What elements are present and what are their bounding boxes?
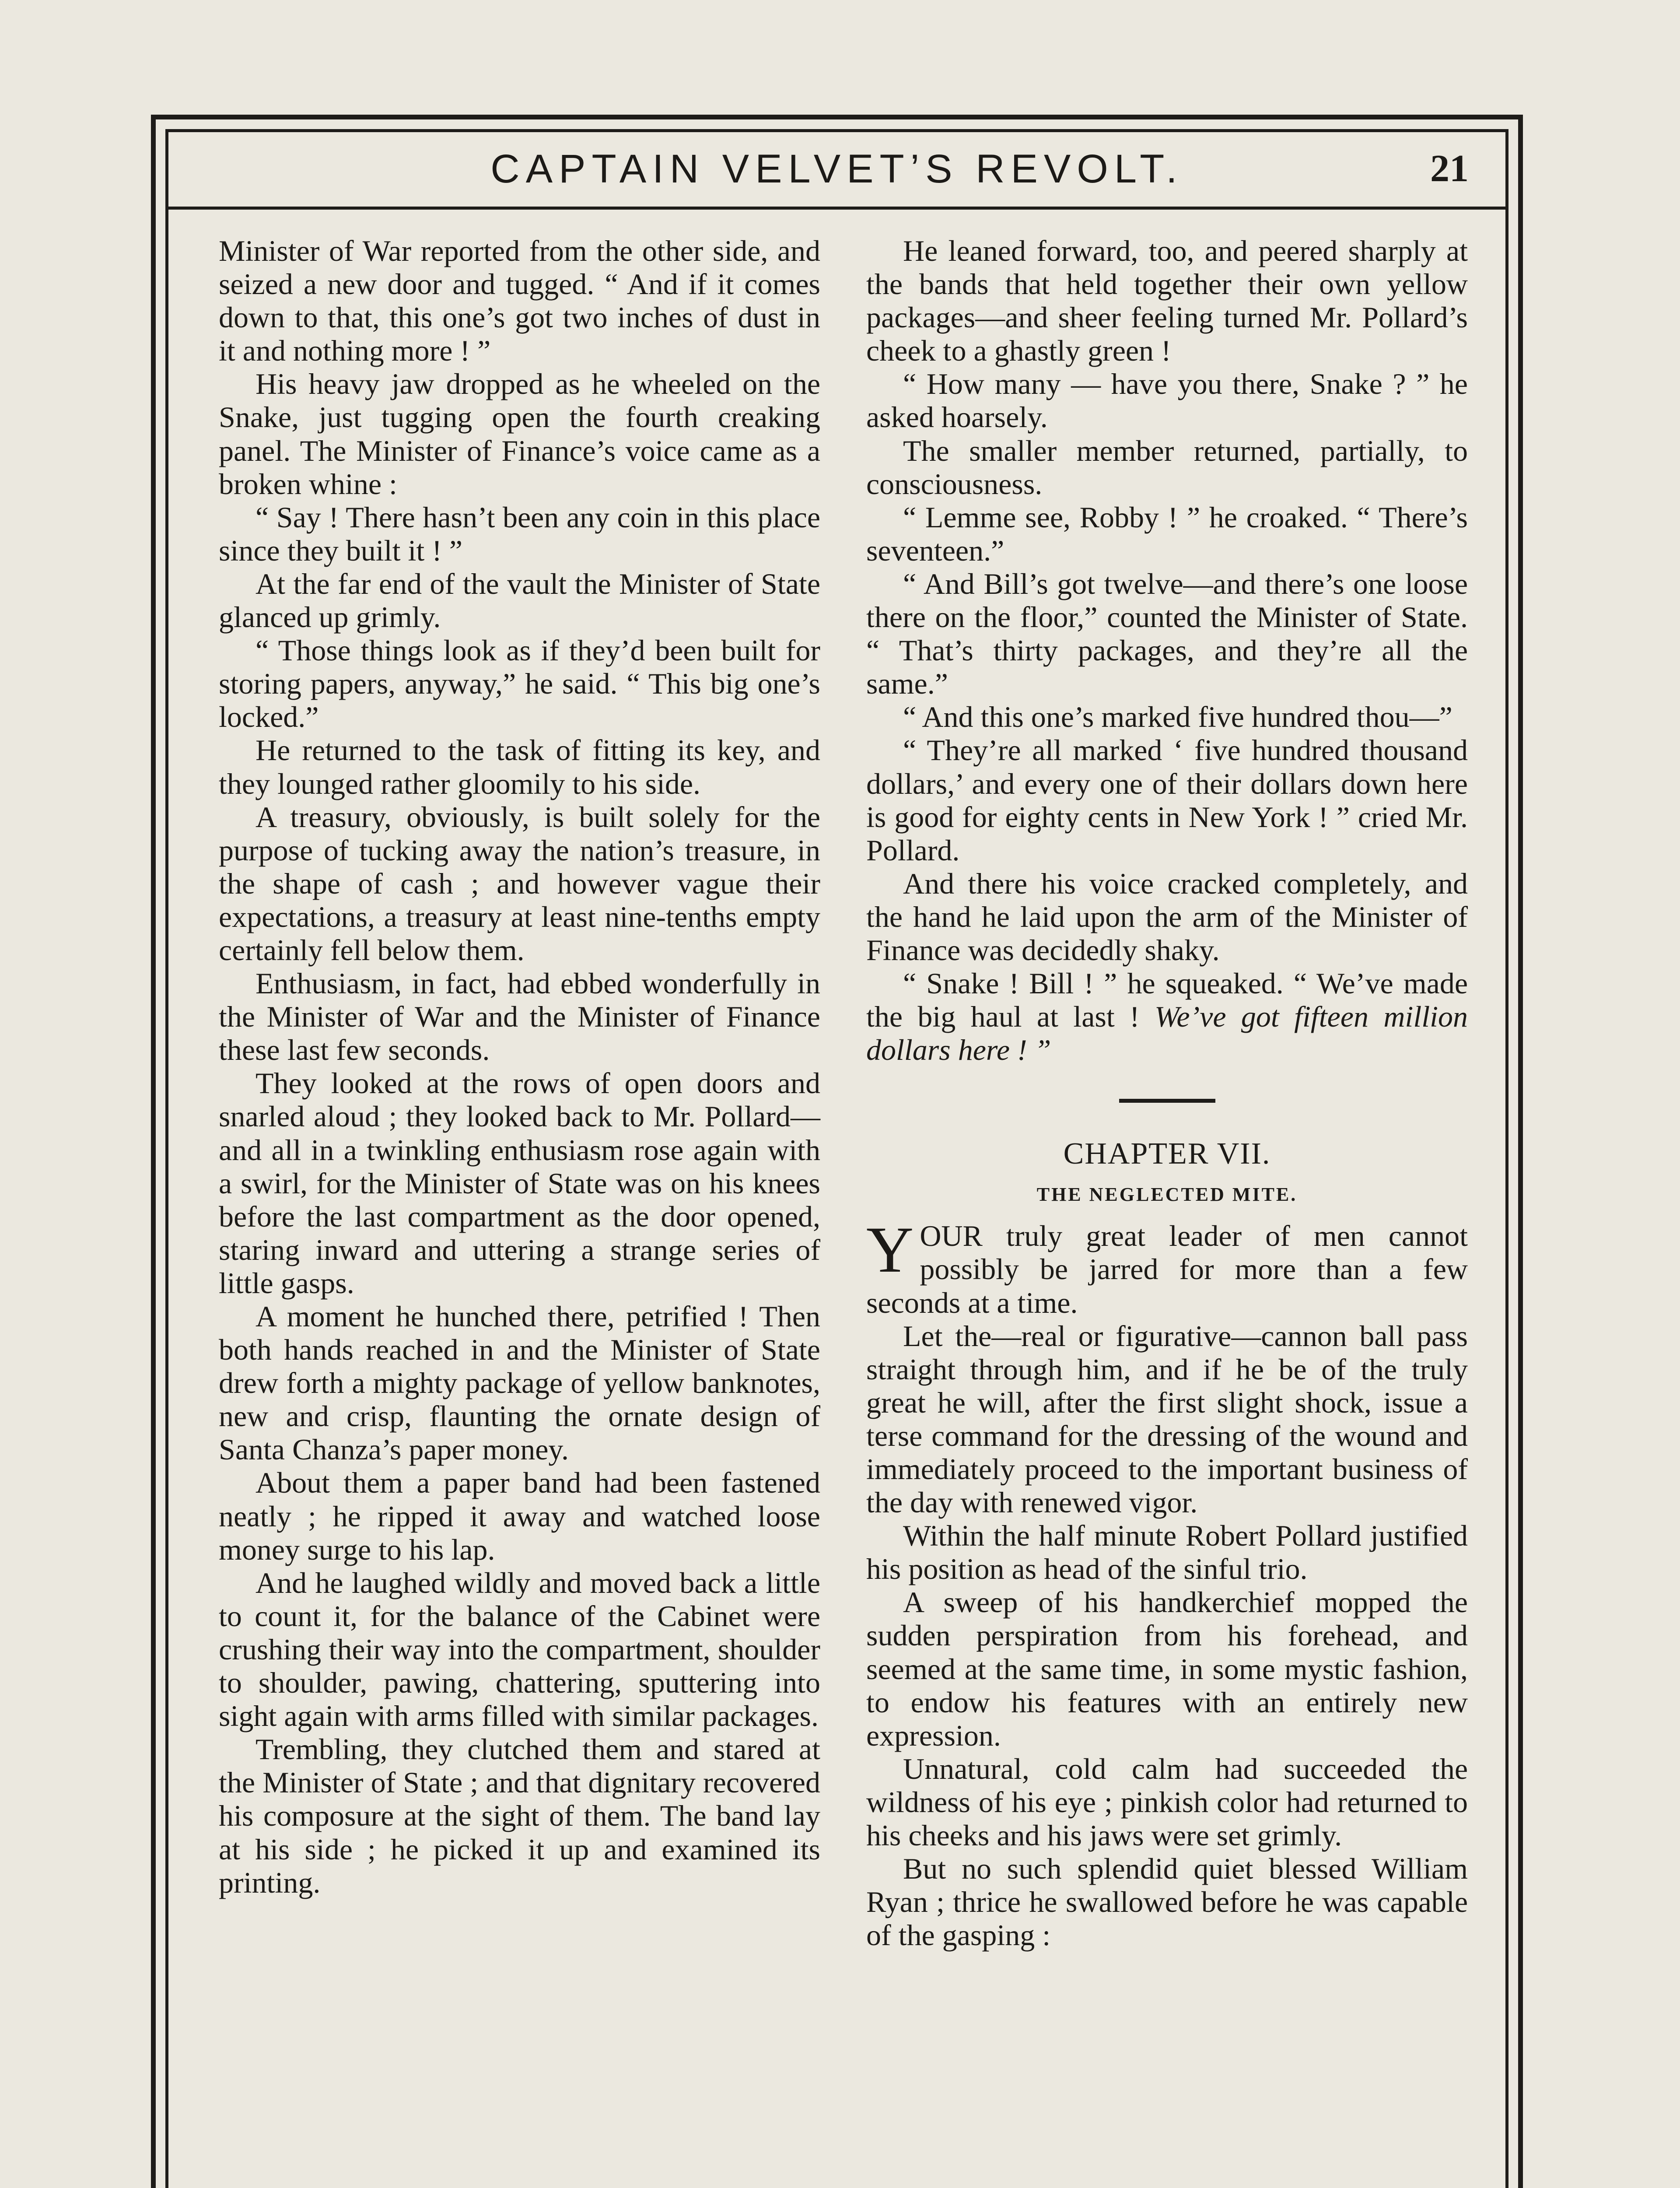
- paragraph: At the far end of the vault the Minister of State glanced up grimly.: [219, 567, 820, 634]
- section-rule: [1119, 1099, 1215, 1103]
- paragraph: “ Lemme see, Robby ! ” he croaked. “ There’s seventeen.”: [866, 500, 1468, 567]
- paragraph: Minister of War reported from the other side, and seized a new door and tugged. “ And if it comes down to that, this one’s got two inches of dust in it and nothing more ! ”: [219, 234, 820, 368]
- paragraph: But no such splendid quiet blessed William Ryan ; thrice he swallowed before he was capable of the gasping :: [866, 1852, 1468, 1952]
- chapter-heading: CHAPTER VII.: [1063, 1137, 1271, 1171]
- paragraph: He leaned forward, too, and peered sharply at the bands that held together their own yellow packages—and sheer feeling turned Mr. Pollard’s cheek to a ghastly green !: [866, 234, 1468, 368]
- paragraph: “ They’re all marked ‘ five hundred thousand dollars,’ and every one of their dollars down here is good for eighty cents in New York ! ” cried Mr. Pollard.: [866, 733, 1468, 867]
- paragraph: A sweep of his handkerchief mopped the sudden perspiration from his forehead, and seemed at the same time, in some mystic fashion, to endow his features with an entirely new expression.: [866, 1585, 1468, 1752]
- paragraph: A moment he hunched there, petrified ! Then both hands reached in and the Minister of State drew forth a mighty package of yellow banknotes, new and crisp, flaunting the ornate design of Santa Chanza’s paper money.: [219, 1300, 820, 1466]
- paragraph: He returned to the task of fitting its key, and they lounged rather gloomily to his side.: [219, 733, 820, 800]
- speech-normal: “ Snake ! Bill ! ” he squeaked. “ We’ve made the big haul at last !: [866, 967, 1468, 1034]
- drop-cap: Y: [866, 1213, 914, 1287]
- paragraph: A treasury, obviously, is built solely for the purpose of tucking away the nation’s treasure, in the shape of cash ; and however vague their expectations, a treasury at least nine-tenths empty certainly fell below them.: [219, 800, 820, 967]
- chapter-subtitle: THE NEGLECTED MITE.: [1036, 1184, 1298, 1206]
- paragraph: Enthusiasm, in fact, had ebbed wonderfully in the Minister of War and the Minister of Finance these last few seconds.: [219, 967, 820, 1067]
- paragraph: Let the—real or figurative—cannon ball pass straight through him, and if he be of the truly great he will, after the first slight shock, issue a terse command for the dressing of the wound and immediately proceed to the important business of the day with renewed vigor.: [866, 1319, 1468, 1519]
- left-column: [219, 234, 820, 1899]
- paragraph: “ Say ! There hasn’t been any coin in this place since they built it ! ”: [219, 500, 820, 567]
- chapter-first-paragraph: [866, 1213, 1468, 1319]
- page-number: 21: [1430, 147, 1469, 190]
- paragraph: “ Those things look as if they’d been built for storing papers, anyway,” he said. “ This big one’s locked.”: [219, 634, 820, 734]
- paragraph-speech: [866, 967, 1468, 1066]
- page-header: [168, 132, 1505, 210]
- paragraph: About them a paper band had been fastened neatly ; he ripped it away and watched loose money surge to his lap.: [219, 1466, 820, 1566]
- paragraph: “ How many — have you there, Snake ? ” he asked hoarsely.: [866, 367, 1468, 434]
- paragraph: They looked at the rows of open doors and snarled aloud ; they looked back to Mr. Pollard—and all in a twinkling enthusiasm rose again with a swirl, for the Minister of State was on his knees before the last compartment as the door opened, staring inward and uttering a strange series of little gasps.: [219, 1066, 820, 1300]
- paragraph: And he laughed wildly and moved back a little to count it, for the balance of the Cabinet were crushing their way into the compartment, shoulder to shoulder, pawing, chattering, sputtering into sight again with arms filled with similar packages.: [219, 1566, 820, 1733]
- paragraph: The smaller member returned, partially, to consciousness.: [866, 434, 1468, 501]
- paragraph: Unnatural, cold calm had succeeded the wildness of his eye ; pinkish color had returned to his cheeks and his jaws were set grimly.: [866, 1752, 1468, 1852]
- first-paragraph-text: OUR truly great leader of men cannot possibly be jarred for more than a few seconds at a time.: [866, 1219, 1468, 1319]
- paragraph: Within the half minute Robert Pollard justified his position as head of the sinful trio.: [866, 1519, 1468, 1586]
- paragraph: His heavy jaw dropped as he wheeled on the Snake, just tugging open the fourth creaking panel. The Minister of Finance’s voice came as a broken whine :: [219, 367, 820, 501]
- paragraph: “ And Bill’s got twelve—and there’s one loose there on the floor,” counted the Minister of State. “ That’s thirty packages, and they’re all the same.”: [866, 567, 1468, 701]
- right-column: [866, 234, 1468, 1952]
- speech-italic: We’ve got fifteen million dollars here ! ”: [866, 1000, 1468, 1067]
- paragraph: “ And this one’s marked five hundred thou—”: [903, 700, 1452, 734]
- paragraph: And there his voice cracked completely, and the hand he laid upon the arm of the Minister of Finance was decidedly shaky.: [866, 866, 1468, 967]
- paragraph: Trembling, they clutched them and stared at the Minister of State ; and that dignitary recovered his composure at the sight of them. The band lay at his side ; he picked it up and examined its printing.: [219, 1732, 820, 1899]
- running-title: CAPTAIN VELVET’S REVOLT.: [490, 147, 1183, 191]
